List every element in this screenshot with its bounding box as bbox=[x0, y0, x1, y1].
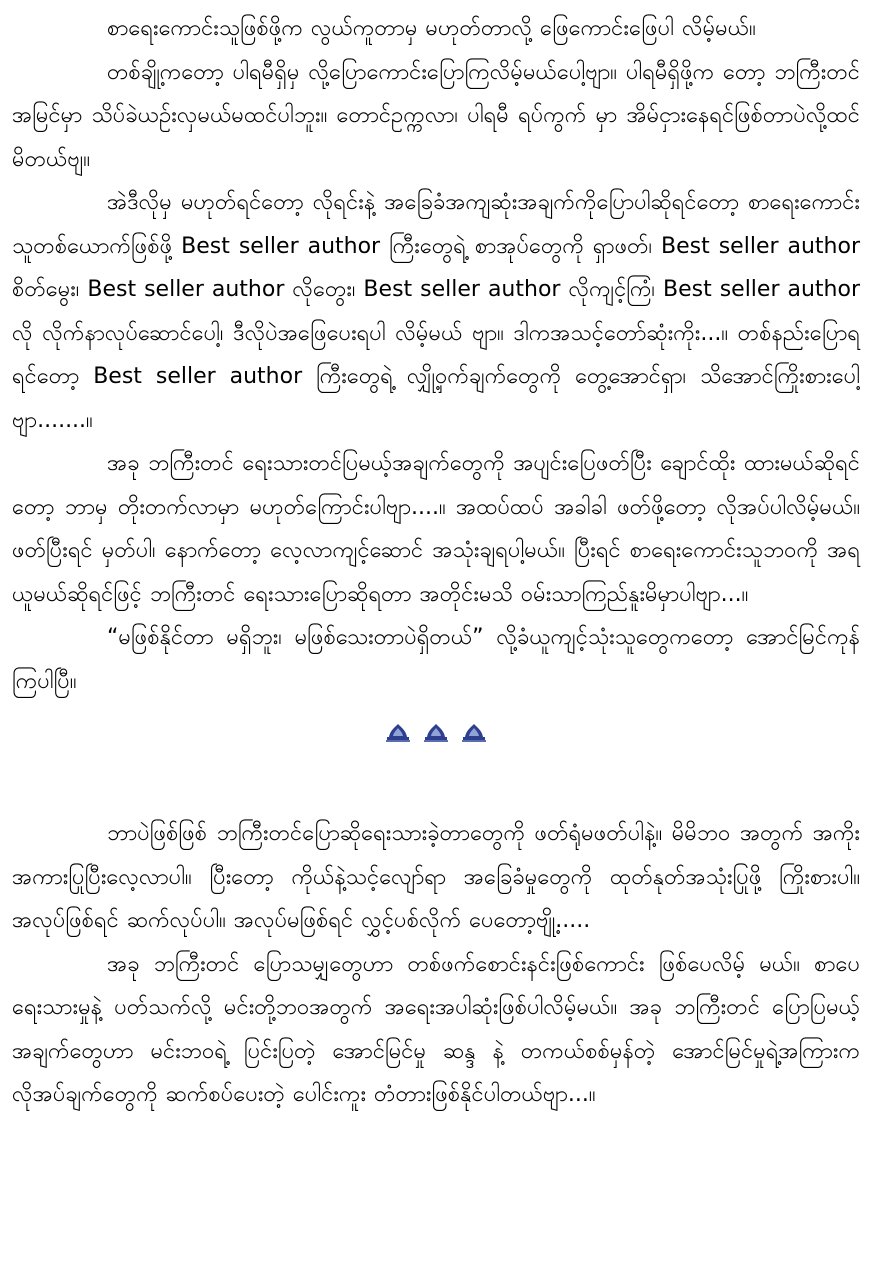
stupa-icon bbox=[423, 722, 449, 744]
paragraph-2: တစ်ချို့ကတော့ ပါရမီရှိမှ လို့ပြောကောင်းပြောကြလိမ့်မယ်ပေါ့ဗျာ။ ပါရမီရှိဖို့က တော့ ဘကြီးတင်အမြင်မှာ သိပ်ခဲယဉ်းလှမယ်မထင်ပါဘူး။ တောင်ဥက္ကလာ၊ ပါရမီ ရပ်ကွက် မှာ အိမ်ငှားနေရင်ဖြစ်တာပဲလို့ထင်မိတယ်ဗျ။ bbox=[12, 59, 860, 172]
paragraph-7: အခု ဘကြီးတင် ပြောသမျှတွေဟာ တစ်ဖက်စောင်းနင်းဖြစ်ကောင်း ဖြစ်ပေလိမ့် မယ်။ စာပေရေးသားမှုနဲ့ ပတ်သက်လို့ မင်းတို့ဘဝအတွက် အရေးအပါဆုံးဖြစ်ပါလိမ့်မယ်။ အခု ဘကြီးတင် ပြောပြမယ့်အချက်တွေဟာ မင်းဘဝရဲ့ ပြင်းပြတဲ့ အောင်မြင်မှု ဆန္ဒ နဲ့ တကယ်စစ်မှန်တဲ့ အောင်မြင်မှုရဲ့အကြားက လိုအပ်ချက်တွေကို ဆက်စပ်ပေးတဲ့ ပေါင်းကူး တံတားဖြစ်နိုင်ပါတယ်ဗျာ...။ bbox=[12, 951, 860, 1107]
paragraph-5: “မဖြစ်နိုင်တာ မရှိဘူး၊ မဖြစ်သေးတာပဲရှိတယ်” လို့ခံယူကျင့်သုံးသူတွေကတော့ အောင်မြင်ကုန်ကြပါပြီ။ bbox=[12, 625, 860, 694]
paragraph-6: ဘာပဲဖြစ်ဖြစ် ဘကြီးတင်ပြောဆိုရေးသားခဲ့တာတွေကို ဖတ်ရုံမဖတ်ပါနဲ့။ မိမိဘဝ အတွက် အကိုးအကားပြုပြီးလေ့လာပါ။ ပြီးတော့ ကိုယ်နဲ့သင့်လျော်ရာ အခြေခံမှုတွေကို ထုတ်နုတ်အသုံးပြုဖို့ ကြိုးစားပါ။ အလုပ်ဖြစ်ရင် ဆက်လုပ်ပါ။ အလုပ်မဖြစ်ရင် လွှင့်ပစ်လိုက် ပေတော့ဗျို့..... bbox=[12, 821, 860, 933]
section-spacer bbox=[12, 754, 860, 812]
paragraph-4: အခု ဘကြီးတင် ရေးသားတင်ပြမယ့်အချက်တွေကို အပျင်းပြေဖတ်ပြီး ချောင်ထိုး ထားမယ်ဆိုရင်တော့ ဘာမှ တိုးတက်လာမှာ မဟုတ်ကြောင်းပါဗျာ....။ အထပ်ထပ် အခါခါ ဖတ်ဖို့တော့ လိုအပ်ပါလိမ့်မယ်။ ဖတ်ပြီးရင် မှတ်ပါ၊ နောက်တော့ လေ့လာကျင့်ဆောင် အသုံးချရပါ့မယ်။ ပြီးရင် စာရေးကောင်းသူဘဝကို အရယူမယ်ဆိုရင်ဖြင့် ဘကြီးတင် ရေးသားပြောဆိုရတာ အတိုင်းမသိ ဝမ်းသာကြည်နူးမိမှာပါဗျာ...။ bbox=[12, 451, 860, 607]
paragraph-1: စာရေးကောင်းသူဖြစ်ဖို့က လွယ်ကူတာမှ မဟုတ်တာလို့ ဖြေကောင်းဖြေပါ လိမ့်မယ်။ bbox=[107, 16, 756, 41]
paragraph-3: အဲဒီလိုမှ မဟုတ်ရင်တော့ လိုရင်းနဲ့ အခြေခံအကျဆုံးအချက်ကိုပြောပါဆိုရင်တော့ စာရေးကောင်းသူတစ်ယောက်ဖြစ်ဖို့ Best seller author ကြီးတွေရဲ့ စာအုပ်တွေကို ရှာဖတ်၊ Best seller author စိတ်မွေး၊ Best seller author လိုတွေး၊ Best seller author လိုကျင့်ကြံ၊ Best seller author လို လိုက်နာလုပ်ဆောင်ပေါ့၊ ဒီလိုပဲအဖြေပေးရပါ လိမ့်မယ် ဗျာ။ ဒါကအသင့်တော်ဆုံးကိုး...။ တစ်နည်းပြောရရင်တော့ Best seller author ကြီးတွေရဲ့ လျှို့ဝှက်ချက်တွေကို တွေ့အောင်ရှာ၊ သိအောင်ကြိုးစားပေါ့ဗျာ.......။ bbox=[12, 190, 860, 433]
stupa-icon bbox=[461, 722, 487, 744]
stupa-icon bbox=[385, 722, 411, 744]
section-separator bbox=[12, 711, 860, 754]
document-page bbox=[12, 0, 860, 1117]
